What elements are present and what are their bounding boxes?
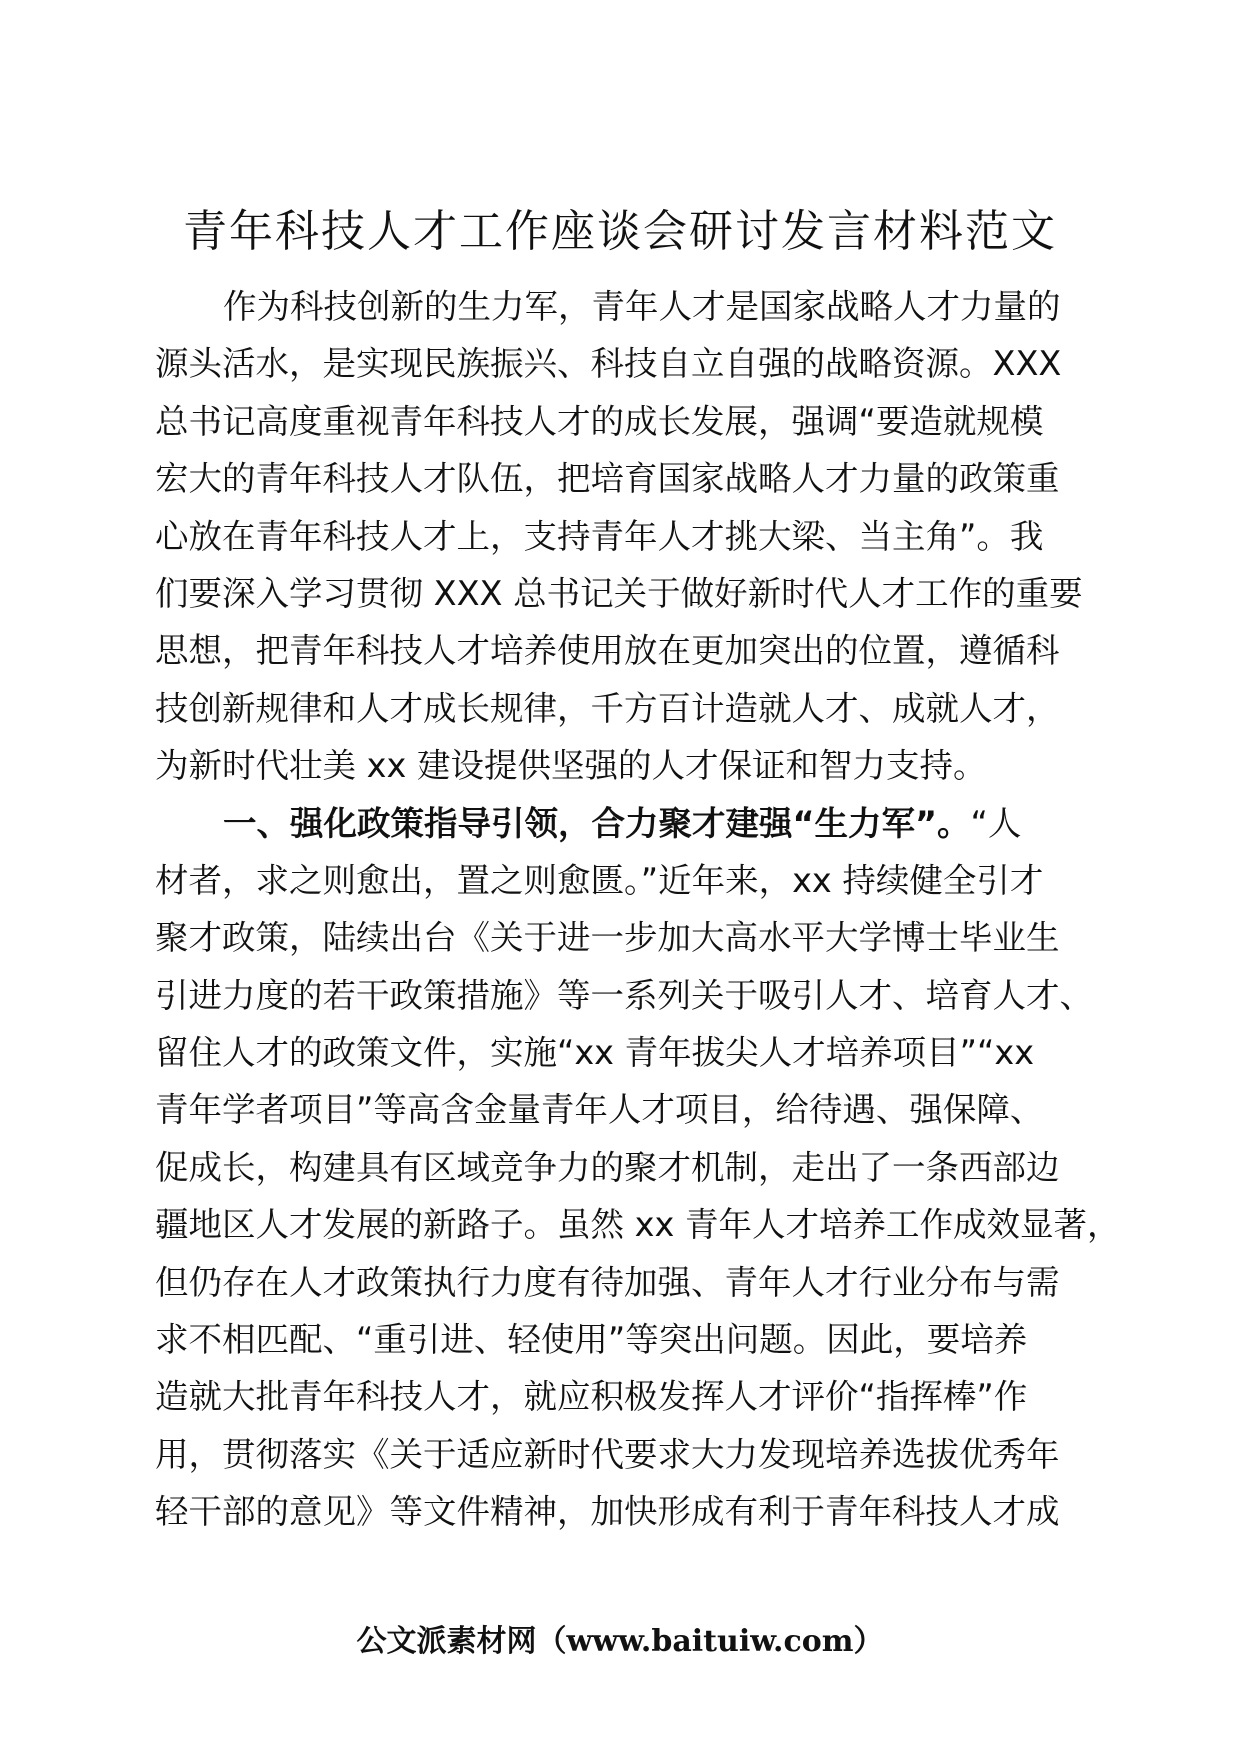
paragraph-line: 引进力度的若干政策措施》等一系列关于吸引人才、培育人才、 bbox=[155, 975, 1093, 1015]
document-body bbox=[155, 278, 1121, 1541]
paragraph-line: 技创新规律和人才成长规律，千方百计造就人才、成就人才， bbox=[155, 688, 1060, 728]
paragraph-line: 但仍存在人才政策执行力度有待加强、青年人才行业分布与需 bbox=[155, 1262, 1060, 1302]
section-heading: 一、强化政策指导引领，合力聚才建强“生力军”。 bbox=[223, 803, 971, 843]
paragraph-line: 轻干部的意见》等文件精神，加快形成有利于青年科技人才成 bbox=[155, 1492, 1060, 1532]
paragraph-line: 思想，把青年科技人才培养使用放在更加突出的位置，遵循科 bbox=[155, 631, 1060, 671]
paragraph-line: 留住人才的政策文件，实施“xx 青年拔尖人才培养项目”“xx bbox=[155, 1033, 1035, 1073]
paragraph-line: 用，贯彻落实《关于适应新时代要求大力发现培养选拔优秀年 bbox=[155, 1434, 1060, 1474]
footer-source-note: 公文派素材网（www.baituiw.com） bbox=[356, 1624, 884, 1659]
paragraph-line: 宏大的青年科技人才队伍，把培育国家战略人才力量的政策重 bbox=[155, 459, 1060, 499]
paragraph-line: 造就大批青年科技人才，就应积极发挥人才评价“指挥棒”作 bbox=[155, 1377, 1028, 1417]
paragraph-line: 心放在青年科技人才上，支持青年人才挑大梁、当主角”。我 bbox=[155, 516, 1044, 556]
paragraph-line: 促成长，构建具有区域竞争力的聚才机制，走出了一条西部边 bbox=[155, 1147, 1060, 1187]
paragraph-line: 青年学者项目”等高含金量青年人才项目，给待遇、强保障、 bbox=[155, 1090, 1044, 1130]
section-heading-continuation: “人 bbox=[970, 803, 1022, 843]
paragraph-line: 疆地区人才发展的新路子。虽然 xx 青年人才培养工作成效显著， bbox=[155, 1205, 1121, 1245]
paragraph-line: 总书记高度重视青年科技人才的成长发展，强调“要造就规模 bbox=[155, 401, 1044, 441]
document-title: 青年科技人才工作座谈会研讨发言材料范文 bbox=[183, 206, 1057, 257]
paragraph-line: 聚才政策，陆续出台《关于进一步加大高水平大学博士毕业生 bbox=[155, 918, 1060, 958]
paragraph-line: 作为科技创新的生力军，青年人才是国家战略人才力量的 bbox=[223, 287, 1061, 326]
paragraph-line: 求不相匹配、“重引进、轻使用”等突出问题。因此，要培养 bbox=[155, 1320, 1028, 1360]
paragraph-line: 为新时代壮美 xx 建设提供坚强的人才保证和智力支持。 bbox=[155, 746, 987, 786]
paragraph-line: 们要深入学习贯彻 XXX 总书记关于做好新时代人才工作的重要 bbox=[155, 573, 1083, 613]
paragraph-line: 源头活水，是实现民族振兴、科技自立自强的战略资源。XXX bbox=[155, 344, 1062, 384]
section-heading-line bbox=[155, 795, 1095, 852]
paragraph-line: 材者，求之则愈出，置之则愈匮。”近年来，xx 持续健全引才 bbox=[155, 860, 1044, 900]
